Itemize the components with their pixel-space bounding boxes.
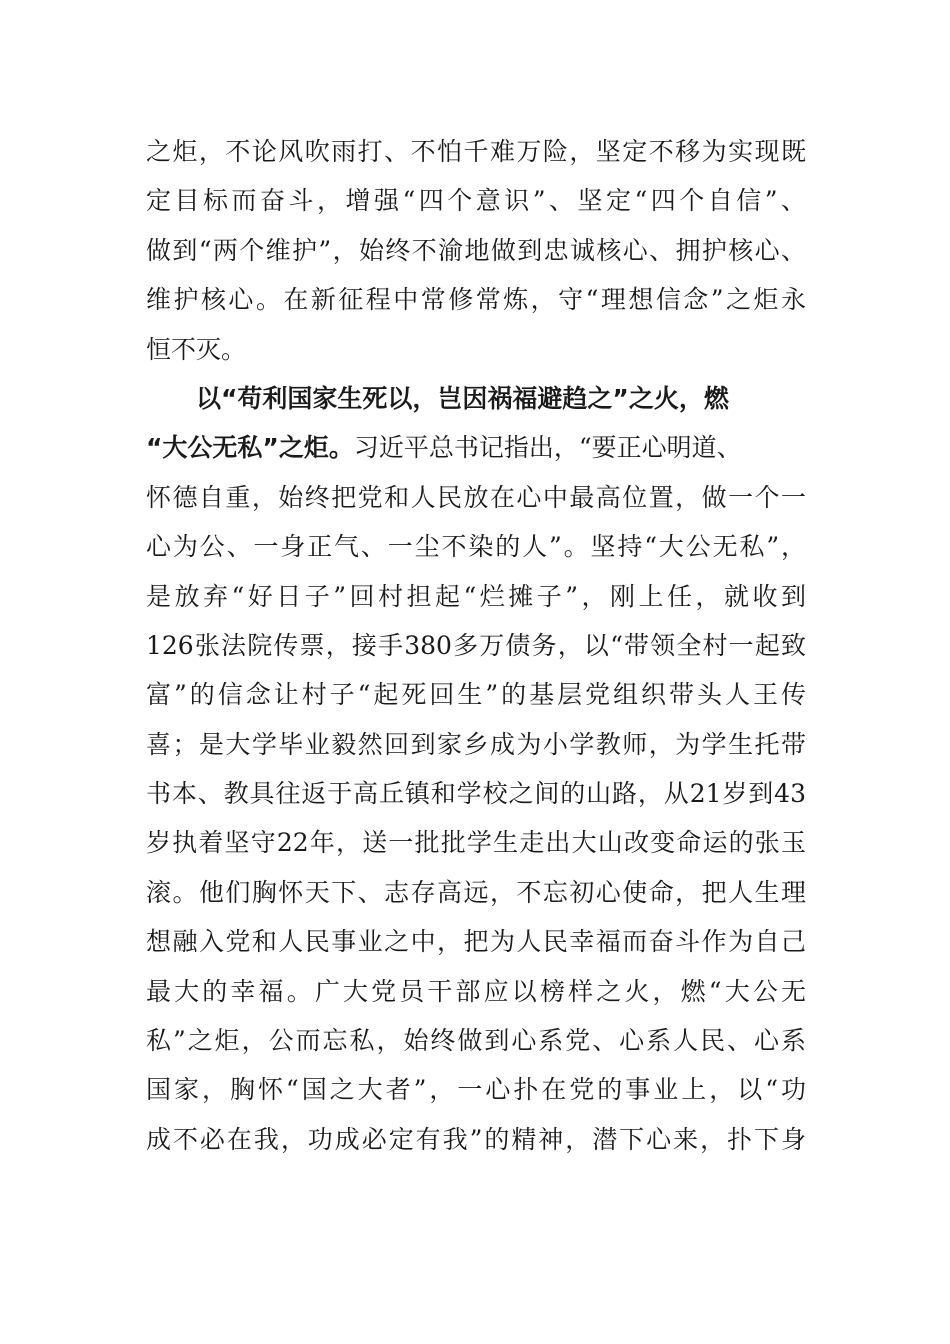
text-line bbox=[146, 423, 806, 472]
paragraph-heading-end: “大公无私”之炬。 bbox=[146, 433, 354, 463]
text-line: 书本、教具往返于高丘镇和学校之间的山路，从21岁到43 bbox=[146, 779, 806, 809]
text-line: 滚。他们胸怀天下、志存高远，不忘初心使命，把人生理 bbox=[146, 877, 806, 907]
text-line: 想融入党和人民事业之中，把为人民幸福而奋斗作为自己 bbox=[146, 927, 806, 957]
text-line: 成不必在我，功成必定有我”的精神，潜下心来，扑下身 bbox=[146, 1124, 806, 1154]
text-line: 心为公、一身正气、一尘不染的人”。坚持“大公无私”， bbox=[146, 532, 806, 562]
text-line: 是放弃“好日子”回村担起“烂摊子”，刚上任，就收到 bbox=[146, 581, 806, 611]
text-line: 国家，胸怀“国之大者”，一心扑在党的事业上，以“功 bbox=[146, 1075, 806, 1105]
text-line: 做到“两个维护”，始终不渝地做到忠诚核心、拥护核心、 bbox=[146, 235, 806, 265]
paragraph-continuation bbox=[146, 127, 806, 374]
text-line: 私”之炬，公而忘私，始终做到心系党、心系人民、心系 bbox=[146, 1026, 806, 1056]
article-body bbox=[146, 127, 806, 1164]
paragraph-heading: 以“苟利国家生死以，岂因祸福避趋之”之火，燃 bbox=[196, 383, 729, 413]
text-line: 最大的幸福。广大党员干部应以榜样之火，燃“大公无 bbox=[146, 976, 806, 1006]
paragraph-public-spirit bbox=[146, 374, 806, 1164]
text-line: 岁执着坚守22年，送一批批学生走出大山改变命运的张玉 bbox=[146, 828, 806, 858]
text-line: 怀德自重，始终把党和人民放在心中最高位置，做一个一 bbox=[146, 482, 806, 512]
text-line: 恒不灭。 bbox=[146, 334, 247, 364]
text-line: 126张法院传票，接手380多万债务，以“带领全村一起致 bbox=[146, 630, 806, 660]
text-line: 喜；是大学毕业毅然回到家乡成为小学教师，为学生托带 bbox=[146, 729, 806, 759]
text-line: 维护核心。在新征程中常修常炼，守“理想信念”之炬永 bbox=[146, 285, 806, 315]
text-line: 富”的信念让村子“起死回生”的基层党组织带头人王传 bbox=[146, 680, 806, 710]
text-line: 之炬，不论风吹雨打、不怕千难万险，坚定不移为实现既 bbox=[146, 137, 806, 166]
text-segment: 习近平总书记指出，“要正心明道、 bbox=[353, 433, 742, 463]
text-line: 定目标而奋斗，增强“四个意识”、坚定“四个自信”、 bbox=[146, 186, 806, 216]
